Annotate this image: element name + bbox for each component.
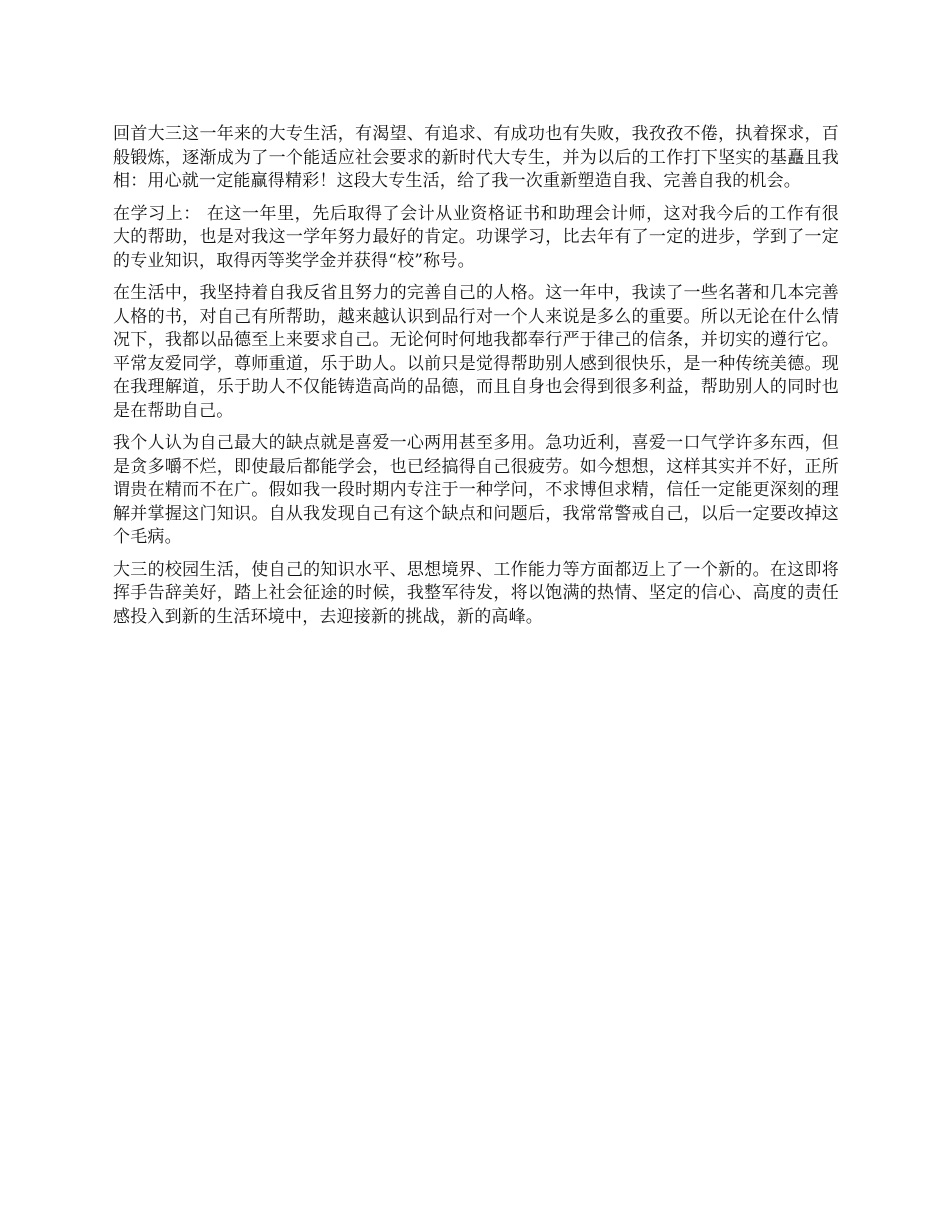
paragraph-4: 我个人认为自己最大的缺点就是喜爱一心两用甚至多用。急功近利，喜爱一口气学许多东西，但是贪多嚼不烂，即使最后都能学会，也已经搞得自己很疲劳。如今想想，这样其实并不好，正所谓贵在精而不在广。假如我一段时期内专注于一种学问，不求博但求精，信任一定能更深刻的理解并掌握这门知识。自从我发现自己有这个缺点和问题后，我常常警戒自己，以后一定要改掉这个毛病。 xyxy=(113,433,839,547)
document-body xyxy=(113,123,839,638)
paragraph-5: 大三的校园生活，使自己的知识水平、思想境界、工作能力等方面都迈上了一个新的。在这即将挥手告辞美好，踏上社会征途的时候，我整军待发，将以饱满的热情、坚定的信心、高度的责任感投入到新的生活环境中，去迎接新的挑战，新的高峰。 xyxy=(113,559,839,627)
paragraph-1: 回首大三这一年来的大专生活，有渴望、有追求、有成功也有失败，我孜孜不倦，执着探求，百般锻炼，逐渐成为了一个能适应社会要求的新时代大专生，并为以后的工作打下坚实的基矗且我相：用心就一定能赢得精彩！这段大专生活，给了我一次重新塑造自我、完善自我的机会。 xyxy=(113,124,839,191)
paragraph-3: 在生活中，我坚持着自我反省且努力的完善自己的人格。这一年中，我读了一些名著和几本完善人格的书，对自己有所帮助，越来越认识到品行对一个人来说是多么的重要。所以无论在什么情况下，我都以品德至上来要求自己。无论何时何地我都奉行严于律己的信条，并切实的遵行它。平常友爱同学，尊师重道，乐于助人。以前只是觉得帮助别人感到很快乐，是一种传统美德。现在我理解道，乐于助人不仅能铸造高尚的品德，而且自身也会得到很多利益，帮助别人的同时也是在帮助自己。 xyxy=(113,283,839,421)
paragraph-2: 在学习上： 在这一年里，先后取得了会计从业资格证书和助理会计师，这对我今后的工作有很大的帮助，也是对我这一学年努力最好的肯定。功课学习，比去年有了一定的进步，学到了一定的专业知识，取得丙等奖学金并获得“校”称号。 xyxy=(113,203,839,271)
